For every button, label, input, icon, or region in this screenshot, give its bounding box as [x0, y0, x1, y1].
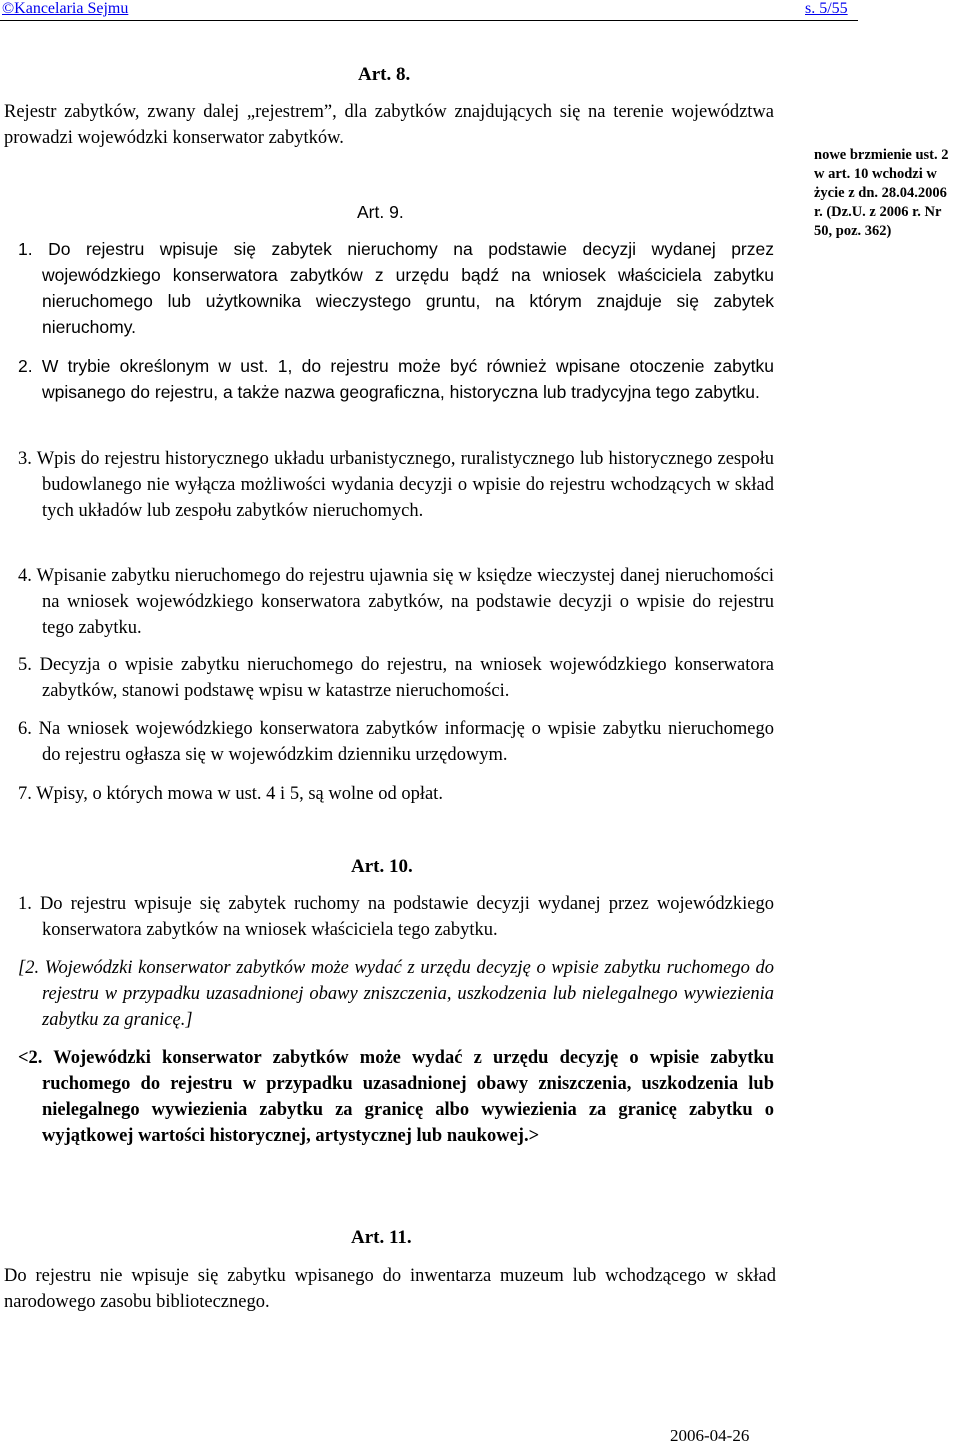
art-9-para-3: 3. Wpis do rejestru historycznego układu urbanistycznego, ruralistycznego lub historycznego zespołu budowlanego nie wyłącza możliwości wydania decyzji o wpisie do rejestru wchodzących w skład tych układów lub zespołu zabytków nieruchomych.: [18, 449, 774, 521]
art-9-para-4: 4. Wpisanie zabytku nieruchomego do rejestru ujawnia się w księdze wieczystej danej nieruchomości na wniosek wojewódzkiego konserwatora zabytków, na podstawie decyzji o wpisie do rejestru tego zabytku.: [18, 566, 774, 638]
art-8-text: Rejestr zabytków, zwany dalej „rejestrem”, dla zabytków znajdujących się na terenie województwa prowadzi wojewódzki konserwator zabytków.: [4, 102, 774, 148]
art-10-para-1: 1. Do rejestru wpisuje się zabytek ruchomy na podstawie decyzji wydanej przez wojewódzkiego konserwatora zabytków na wniosek właściciela tego zabytku.: [18, 894, 774, 940]
header-page-number[interactable]: s. 5/55: [805, 0, 848, 17]
art-10-para-2-old: [2. Wojewódzki konserwator zabytków może wydać z urzędu decyzję o wpisie zabytku ruchomego do rejestru w przypadku uzasadnionej obawy zniszczenia, uszkodzenia lub nielegalnego wywiezienia zabytku za granicę.]: [18, 958, 774, 1030]
art-9-para-2: 2. W trybie określonym w ust. 1, do rejestru może być również wpisane otoczenie zabytku wpisanego do rejestru, a także nazwa geograficzna, historyczna lub tradycyjna tego zabytku.: [18, 356, 774, 402]
art-9-para-6: 6. Na wniosek wojewódzkiego konserwatora zabytków informację o wpisie zabytku nieruchomego do rejestru ogłasza się w wojewódzkim dzienniku urzędowym.: [18, 719, 774, 765]
art-11-heading: Art. 11.: [351, 1227, 412, 1248]
art-9-heading: Art. 9.: [357, 202, 404, 222]
art-9-para-7: 7. Wpisy, o których mowa w ust. 4 i 5, są wolne od opłat.: [18, 784, 443, 804]
margin-note: nowe brzmienie ust. 2 w art. 10 wchodzi w życie z dn. 28.04.2006 r. (Dz.U. z 2006 r. Nr 50, poz. 362): [814, 147, 949, 239]
art-9-para-1: 1. Do rejestru wpisuje się zabytek nieruchomy na podstawie decyzji wydanej przez wojewódzkiego konserwatora zabytków z urzędu bądź na wniosek właściciela zabytku nieruchomego lub użytkownika wieczystego gruntu, na którym znajduje się zabytek nieruchomy.: [18, 239, 774, 337]
art-8-heading: Art. 8.: [358, 64, 411, 85]
art-9-para-5: 5. Decyzja o wpisie zabytku nieruchomego do rejestru, na wniosek wojewódzkiego konserwatora zabytków, stanowi podstawę wpisu w katastrze nieruchomości.: [18, 655, 774, 701]
art-10-heading: Art. 10.: [351, 856, 413, 877]
header-source-link[interactable]: ©Kancelaria Sejmu: [2, 0, 129, 17]
header-divider: [0, 20, 858, 21]
footer-date: 2006-04-26: [670, 1426, 750, 1445]
art-11-text: Do rejestru nie wpisuje się zabytku wpisanego do inwentarza muzeum lub wchodzącego w skład narodowego zasobu bibliotecznego.: [4, 1266, 776, 1312]
art-10-para-2-new: <2. Wojewódzki konserwator zabytków może wydać z urzędu decyzję o wpisie zabytku ruchomego do rejestru w przypadku uzasadnionej obawy zniszczenia, uszkodzenia lub nielegalnego wywiezienia zabytku za granicę albo wywiezienia za granicę zabytku o wyjątkowej wartości historycznej, artystycznej lub naukowej.>: [18, 1048, 774, 1146]
